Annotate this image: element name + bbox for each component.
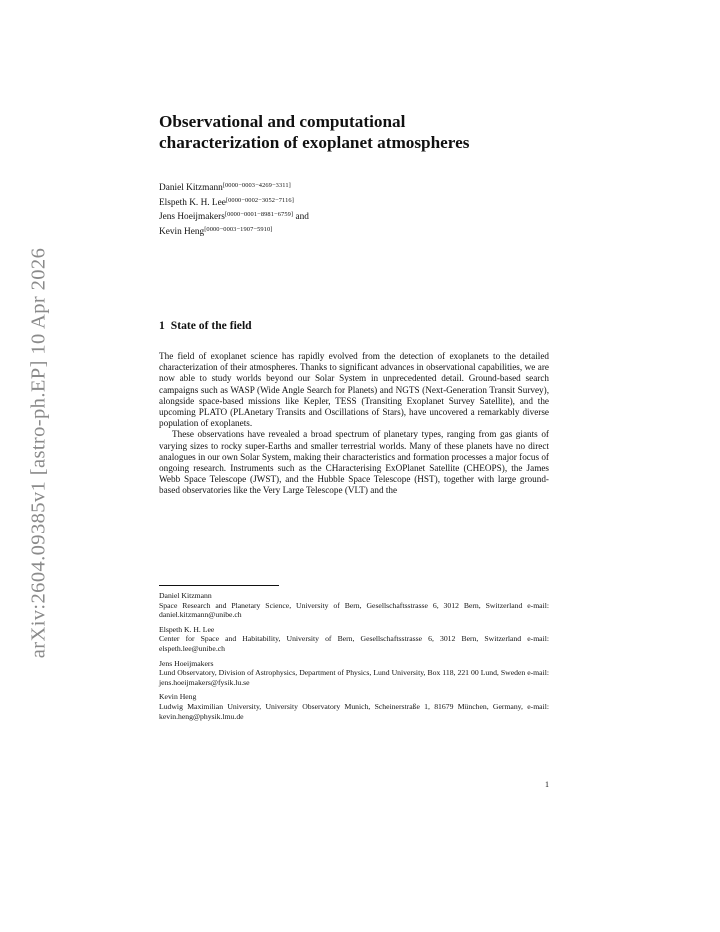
- affiliation-author-name: Daniel Kitzmann: [159, 591, 212, 600]
- author-entry: [159, 209, 549, 224]
- author-name: Jens Hoeijmakers: [159, 212, 225, 223]
- affiliation-address: Space Research and Planetary Science, University of Bern, Gesellschaftsstrasse 6, 3012 Bern, Switzerland e-mail: daniel.kitzmann@unibe.ch: [159, 600, 549, 620]
- author-orcid: [0000−0002−3052−7116]: [225, 196, 294, 204]
- body-paragraph: These observations have revealed a broad spectrum of planetary types, ranging from gas giants of varying sizes to rocky super-Earths and smaller terrestrial worlds. Many of these planets have no direct analogues in our own Solar System, making their characteristics and formation processes a major focus of ongoing research. Instruments such as the CHaracterising ExOPlanet Satellite (CHEOPS), the James Webb Space Telescope (JWST), and the Hubble Space Telescope (HST), together with large ground-based observatories like the Very Large Telescope (VLT) and the: [159, 429, 549, 496]
- paper-title: [159, 111, 549, 153]
- author-entry: [159, 180, 549, 195]
- affiliation-address: Lund Observatory, Division of Astrophysics, Department of Physics, Lund University, Box 118, 221 00 Lund, Sweden e-mail: jens.hoeijmakers@fysik.lu.se: [159, 668, 549, 687]
- author-name: Elspeth K. H. Lee: [159, 197, 226, 208]
- paper-title-line-2: characterization of exoplanet atmospheres: [159, 133, 470, 152]
- author-name: Daniel Kitzmann: [159, 183, 223, 194]
- author-orcid: [0000−0003−1907−5910]: [204, 225, 273, 233]
- author-orcid: [0000−0003−4269−3311]: [222, 182, 291, 189]
- body-paragraph: The field of exoplanet science has rapidly evolved from the detection of exoplanets to the detailed characterization of their atmospheres. Thanks to significant advances in observational capabilities, we are now able to study worlds beyond our Solar System in unprecedented detail. Ground-based search campaigns such as WASP (Wide Angle Search for Planets) and NGTS (Next-Generation Transit Survey), alongside space-based missions like Kepler, TESS (Transiting Exoplanet Survey Satellite), and the upcoming PLATO (PLAnetary Transits and Oscillations of Stars), have uncovered a remarkably diverse population of exoplanets.: [159, 351, 549, 429]
- page-number: 1: [545, 780, 549, 789]
- author-list: [159, 180, 549, 238]
- author-orcid: [0000−0001−8981−6759]: [224, 211, 294, 219]
- section-heading: [159, 319, 252, 332]
- affiliation-address: Ludwig Maximilian University, University Observatory Munich, Scheinerstraße 1, 81679 München, Germany, e-mail: kevin.heng@physik.lmu.de: [159, 701, 549, 721]
- affiliation-author-name: Jens Hoeijmakers: [159, 658, 214, 668]
- affiliation-address: Center for Space and Habitability, University of Bern, Gesellschaftsstrasse 6, 3012 Bern, Switzerland e-mail: elspeth.lee@unibe.ch: [159, 634, 549, 653]
- author-entry: [159, 224, 549, 239]
- section-title: State of the field: [170, 319, 252, 332]
- affiliation-entry: [159, 692, 549, 721]
- affiliation-author-name: Elspeth K. H. Lee: [159, 624, 215, 634]
- author-entry: [159, 195, 549, 210]
- paper-title-line-1: Observational and computational: [159, 112, 406, 131]
- author-name: Kevin Heng: [159, 226, 205, 237]
- footnote-divider: [159, 585, 279, 586]
- affiliation-entry: [159, 591, 549, 620]
- affiliation-author-name: Kevin Heng: [159, 692, 197, 702]
- body-text: [159, 351, 549, 497]
- arxiv-identifier-stamp: arXiv:2604.09385v1 [astro-ph.EP] 10 Apr 2026: [27, 247, 50, 659]
- author-affiliations: [159, 591, 549, 726]
- affiliation-entry: [159, 659, 549, 688]
- author-suffix: and: [293, 212, 309, 223]
- section-number: 1: [159, 319, 165, 332]
- affiliation-entry: [159, 625, 549, 654]
